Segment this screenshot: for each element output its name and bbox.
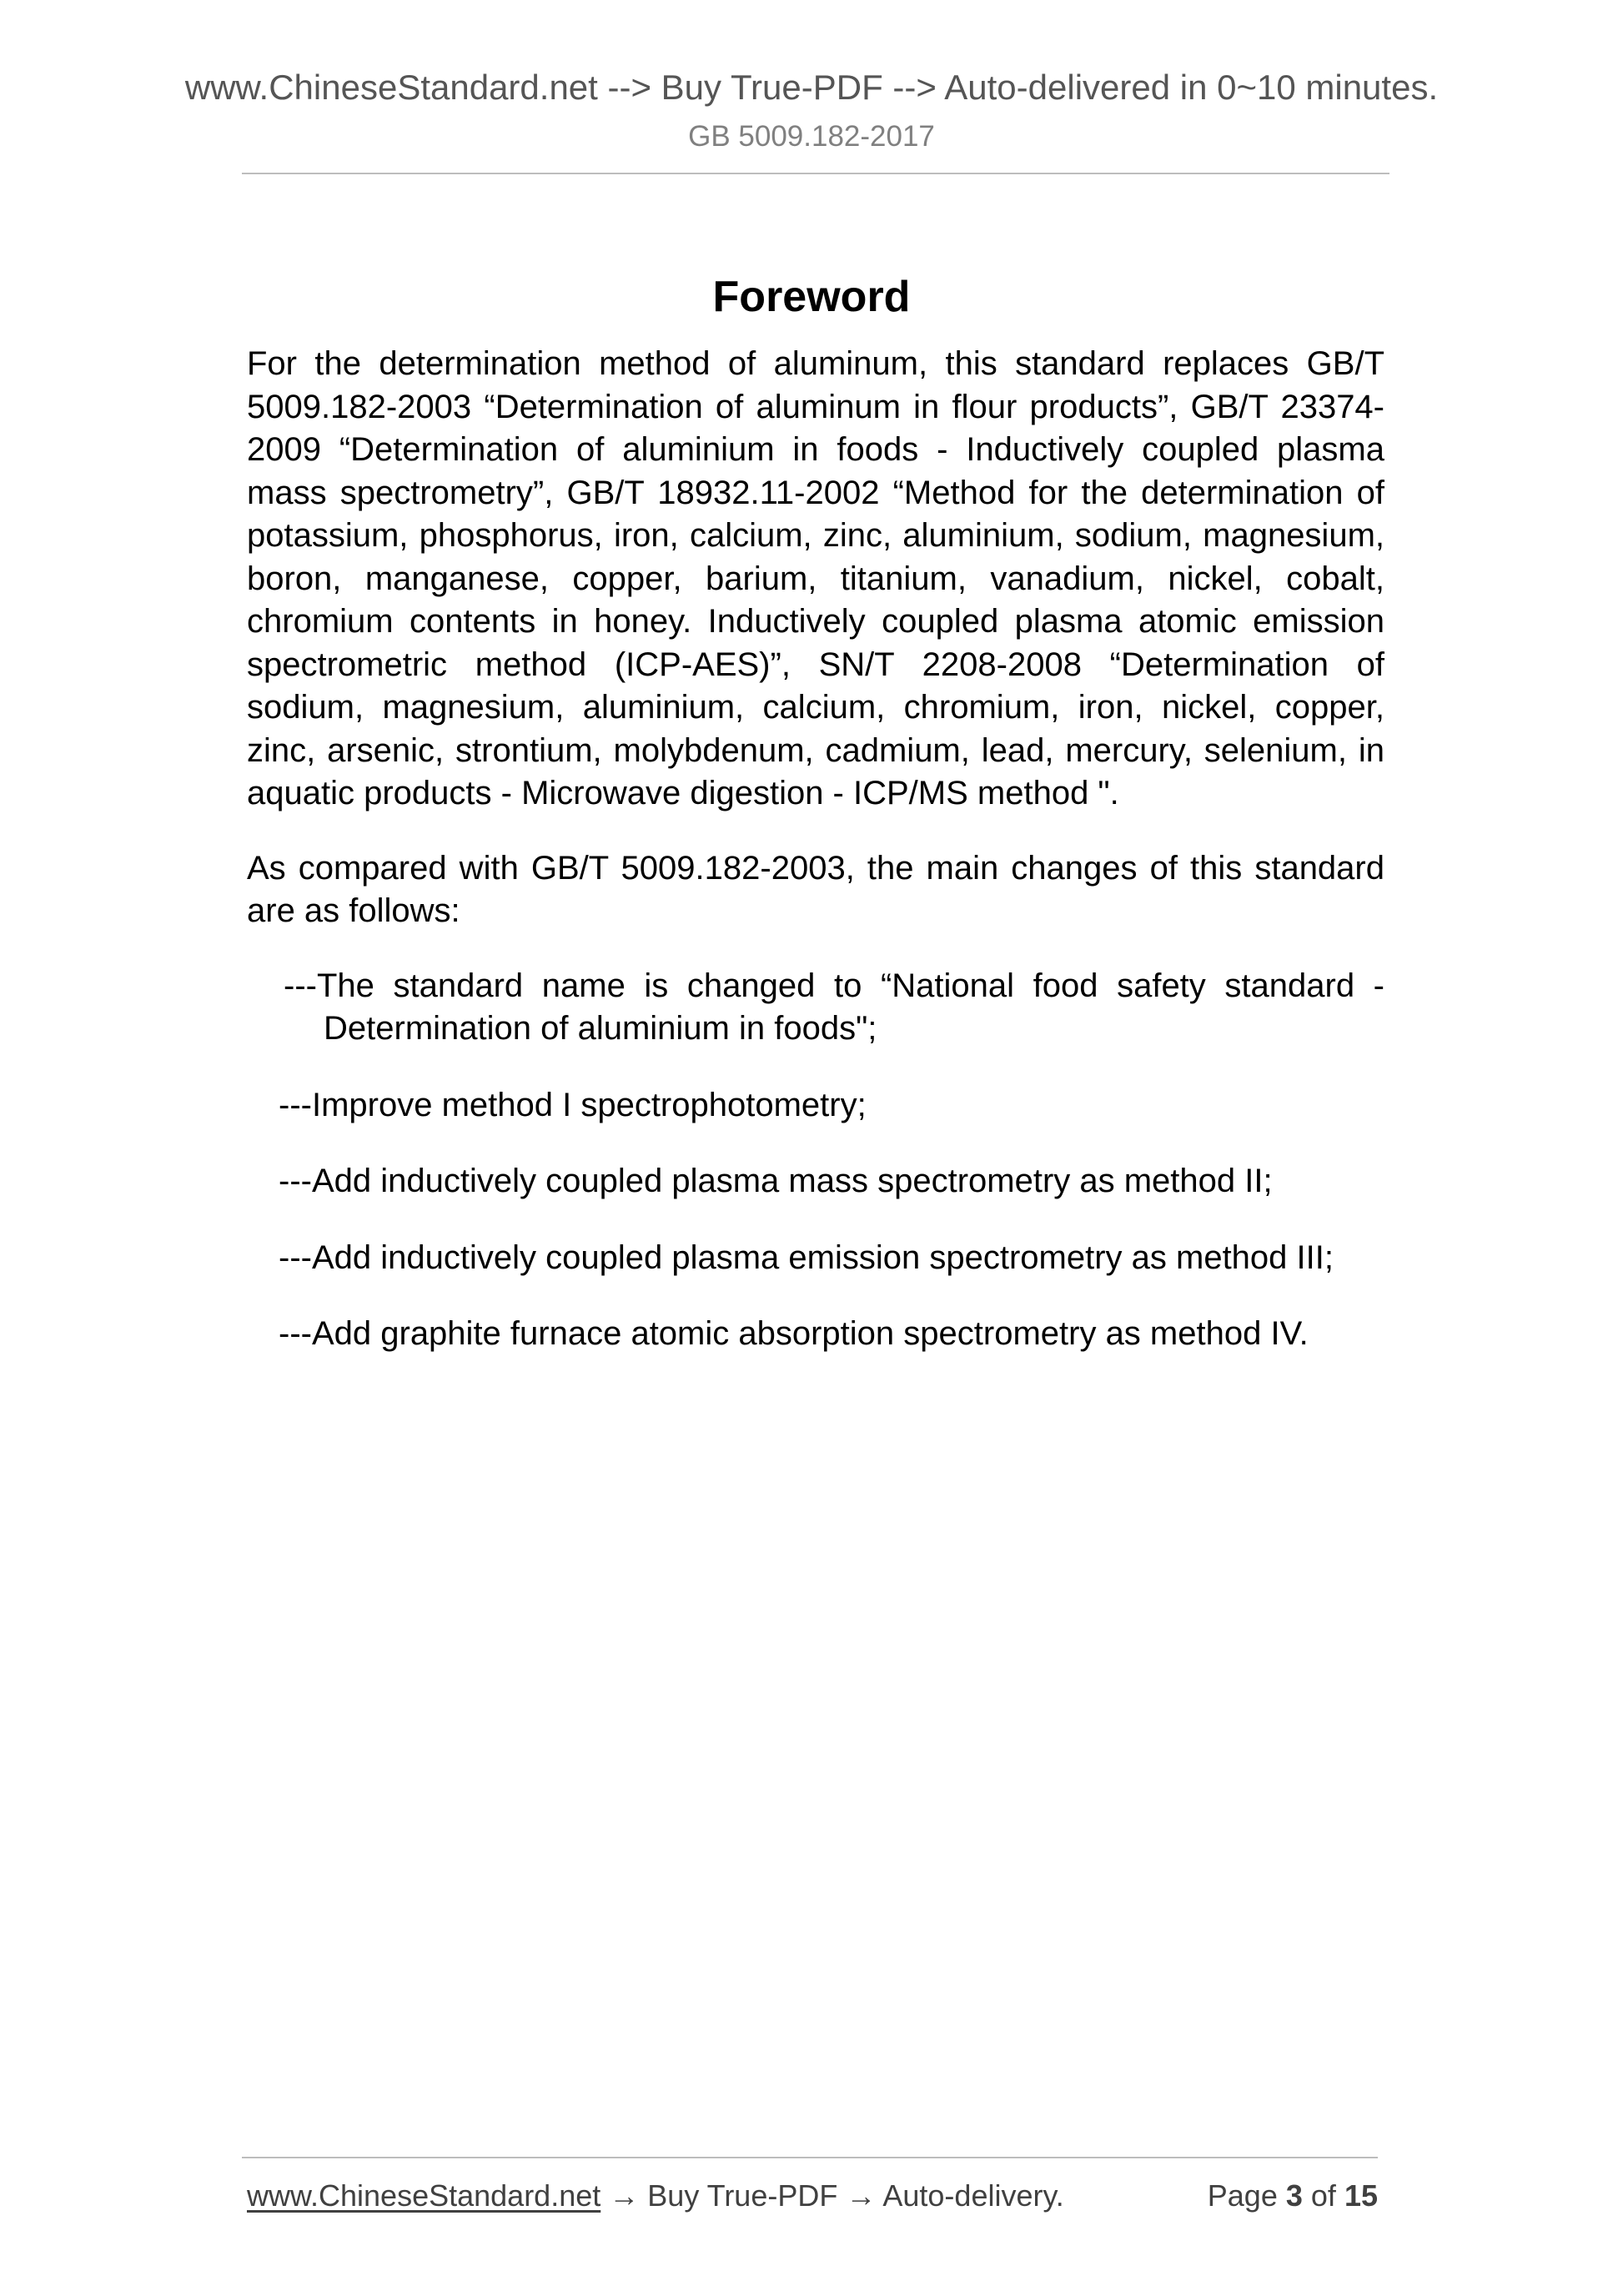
page-number [1208, 2177, 1378, 2215]
page-of: of [1310, 2178, 1336, 2213]
paragraph-replaces: For the determination method of aluminum, this standard replaces GB/T 5009.182-2003 “Determination of aluminum in flour products”, GB/T 23374-2009 “Determination of aluminium in foods - Inductively coupled plasma mass spectrometry”, GB/T 18932.11-2002 “Method for the determination of potassium, phosphorus, iron, calcium, zinc, aluminium, sodium, magnesium, boron, manganese, copper, barium, titanium, vanadium, nickel, cobalt, chromium contents in honey. Inductively coupled plasma atomic emission spectrometric method (ICP-AES)”, SN/T 2208-2008 “Determination of sodium, magnesium, aluminium, calcium, chromium, iron, nickel, copper, zinc, arsenic, strontium, molybdenum, cadmium, lead, mercury, selenium, in aquatic products - Microwave digestion - ICP/MS method ". [247, 345, 1384, 811]
foreword-body [247, 343, 1384, 1389]
footer-site-link[interactable]: www.ChineseStandard.net [247, 2178, 601, 2213]
footer-delivery-text: Auto-delivery. [882, 2178, 1064, 2213]
header-divider [242, 173, 1389, 174]
paragraph-changes-intro: As compared with GB/T 5009.182-2003, the main changes of this standard are as follows: [247, 849, 1384, 929]
footer-divider [242, 2157, 1378, 2158]
arrow-icon: → [609, 2178, 640, 2213]
change-item: ---Add graphite furnace atomic absorption spectrometry as method IV. [279, 1315, 1309, 1352]
change-item: ---Add inductively coupled plasma emission spectrometry as method III; [279, 1238, 1334, 1276]
page-title: Foreword [712, 272, 911, 321]
arrow-icon: → [846, 2178, 877, 2213]
change-item: ---Improve method I spectrophotometry; [279, 1086, 867, 1123]
page-current: 3 [1285, 2178, 1303, 2213]
page-total: 15 [1344, 2178, 1378, 2213]
header-banner: www.ChineseStandard.net --> Buy True-PDF --> Auto-delivered in 0~10 minutes. [184, 68, 1439, 107]
page-footer [247, 2177, 1378, 2215]
standard-code: GB 5009.182-2017 [688, 120, 935, 153]
change-item: ---The standard name is changed to “National food safety standard - Determination of aluminium in foods"; [284, 967, 1384, 1047]
change-item: ---Add inductively coupled plasma mass spectrometry as method II; [279, 1163, 1273, 1199]
page-word: Page [1207, 2178, 1278, 2213]
footer-buy-text: Buy True-PDF [647, 2178, 838, 2213]
